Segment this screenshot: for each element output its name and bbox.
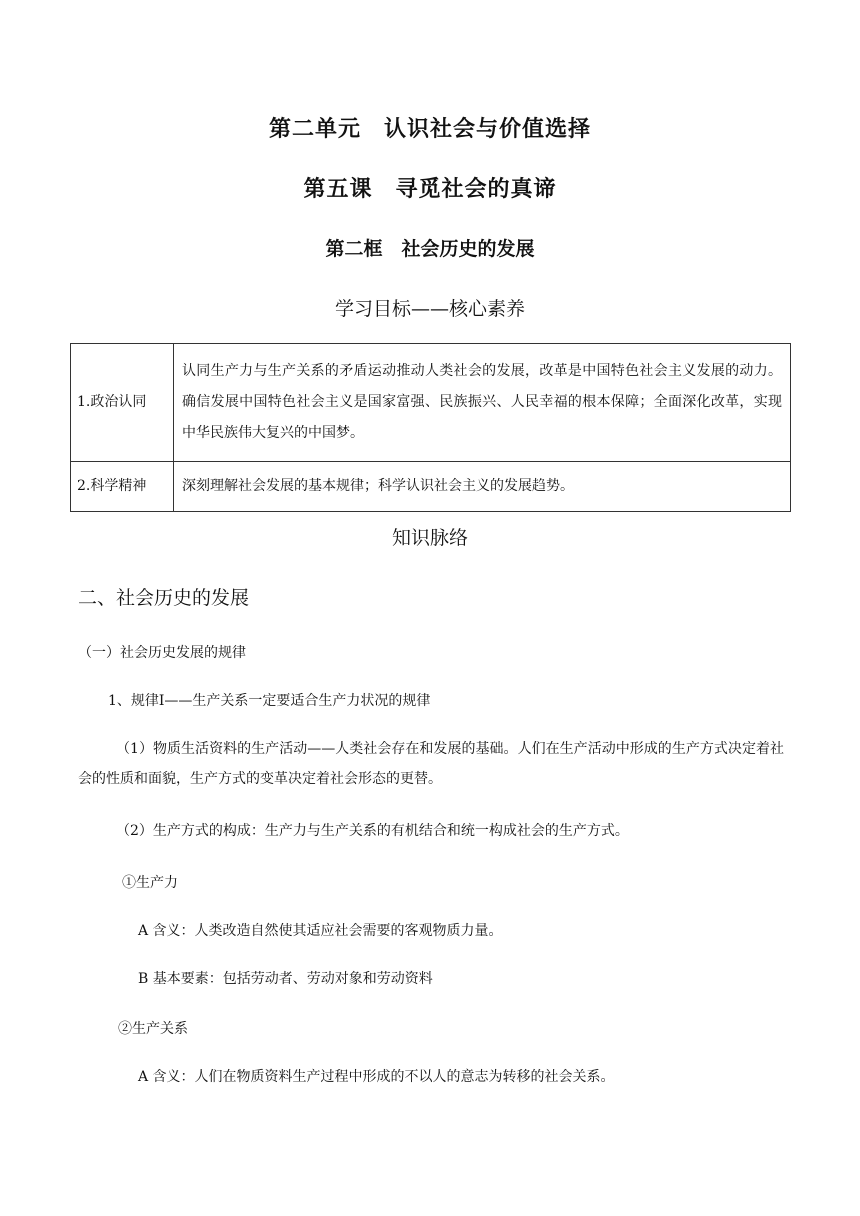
table-row: [71, 462, 791, 512]
section-heading: 二、社会历史的发展: [78, 587, 250, 609]
lesson-title: 第五课 寻觅社会的真谛: [303, 176, 557, 202]
subsection-heading: （一）社会历史发展的规律: [78, 645, 246, 661]
table-row: [71, 344, 791, 462]
relations-heading: ②生产关系: [118, 1021, 188, 1037]
objective-label: 2.科学精神: [71, 462, 174, 512]
objectives-heading: 学习目标——核心素养: [334, 298, 525, 320]
objective-content: 认同生产力与生产关系的矛盾运动推动人类社会的发展，改革是中国特色社会主义发展的动力。确信发展中国特色社会主义是国家富强、民族振兴、人民幸福的根本保障；全面深化改革，实现中华民族伟大复兴的中国梦。: [174, 344, 791, 462]
objectives-table: [70, 343, 791, 512]
objective-label: 1.政治认同: [71, 344, 174, 462]
knowledge-heading: 知识脉络: [391, 527, 468, 549]
list-item: A 含义：人们在物质资料生产过程中形成的不以人的意志为转移的社会关系。: [138, 1069, 615, 1085]
paragraph: （1）物质生活资料的生产活动——人类社会存在和发展的基础。人们在生产活动中形成的生产方式决定着社会的性质和面貌，生产方式的变革决定着社会形态的更替。: [78, 741, 784, 787]
paragraph: （2）生产方式的构成：生产力与生产关系的有机结合和统一构成社会的生产方式。: [116, 823, 629, 839]
list-item: A 含义：人类改造自然使其适应社会需要的客观物质力量。: [138, 923, 503, 939]
law-heading: 1、规律Ⅰ——生产关系一定要适合生产力状况的规律: [108, 693, 431, 709]
objective-content: 深刻理解社会发展的基本规律；科学认识社会主义的发展趋势。: [174, 462, 791, 512]
list-item: B 基本要素：包括劳动者、劳动对象和劳动资料: [138, 971, 433, 987]
section-title: 第二框 社会历史的发展: [325, 238, 535, 260]
productivity-heading: ①生产力: [122, 875, 178, 891]
unit-title: 第二单元 认识社会与价值选择: [268, 116, 591, 142]
